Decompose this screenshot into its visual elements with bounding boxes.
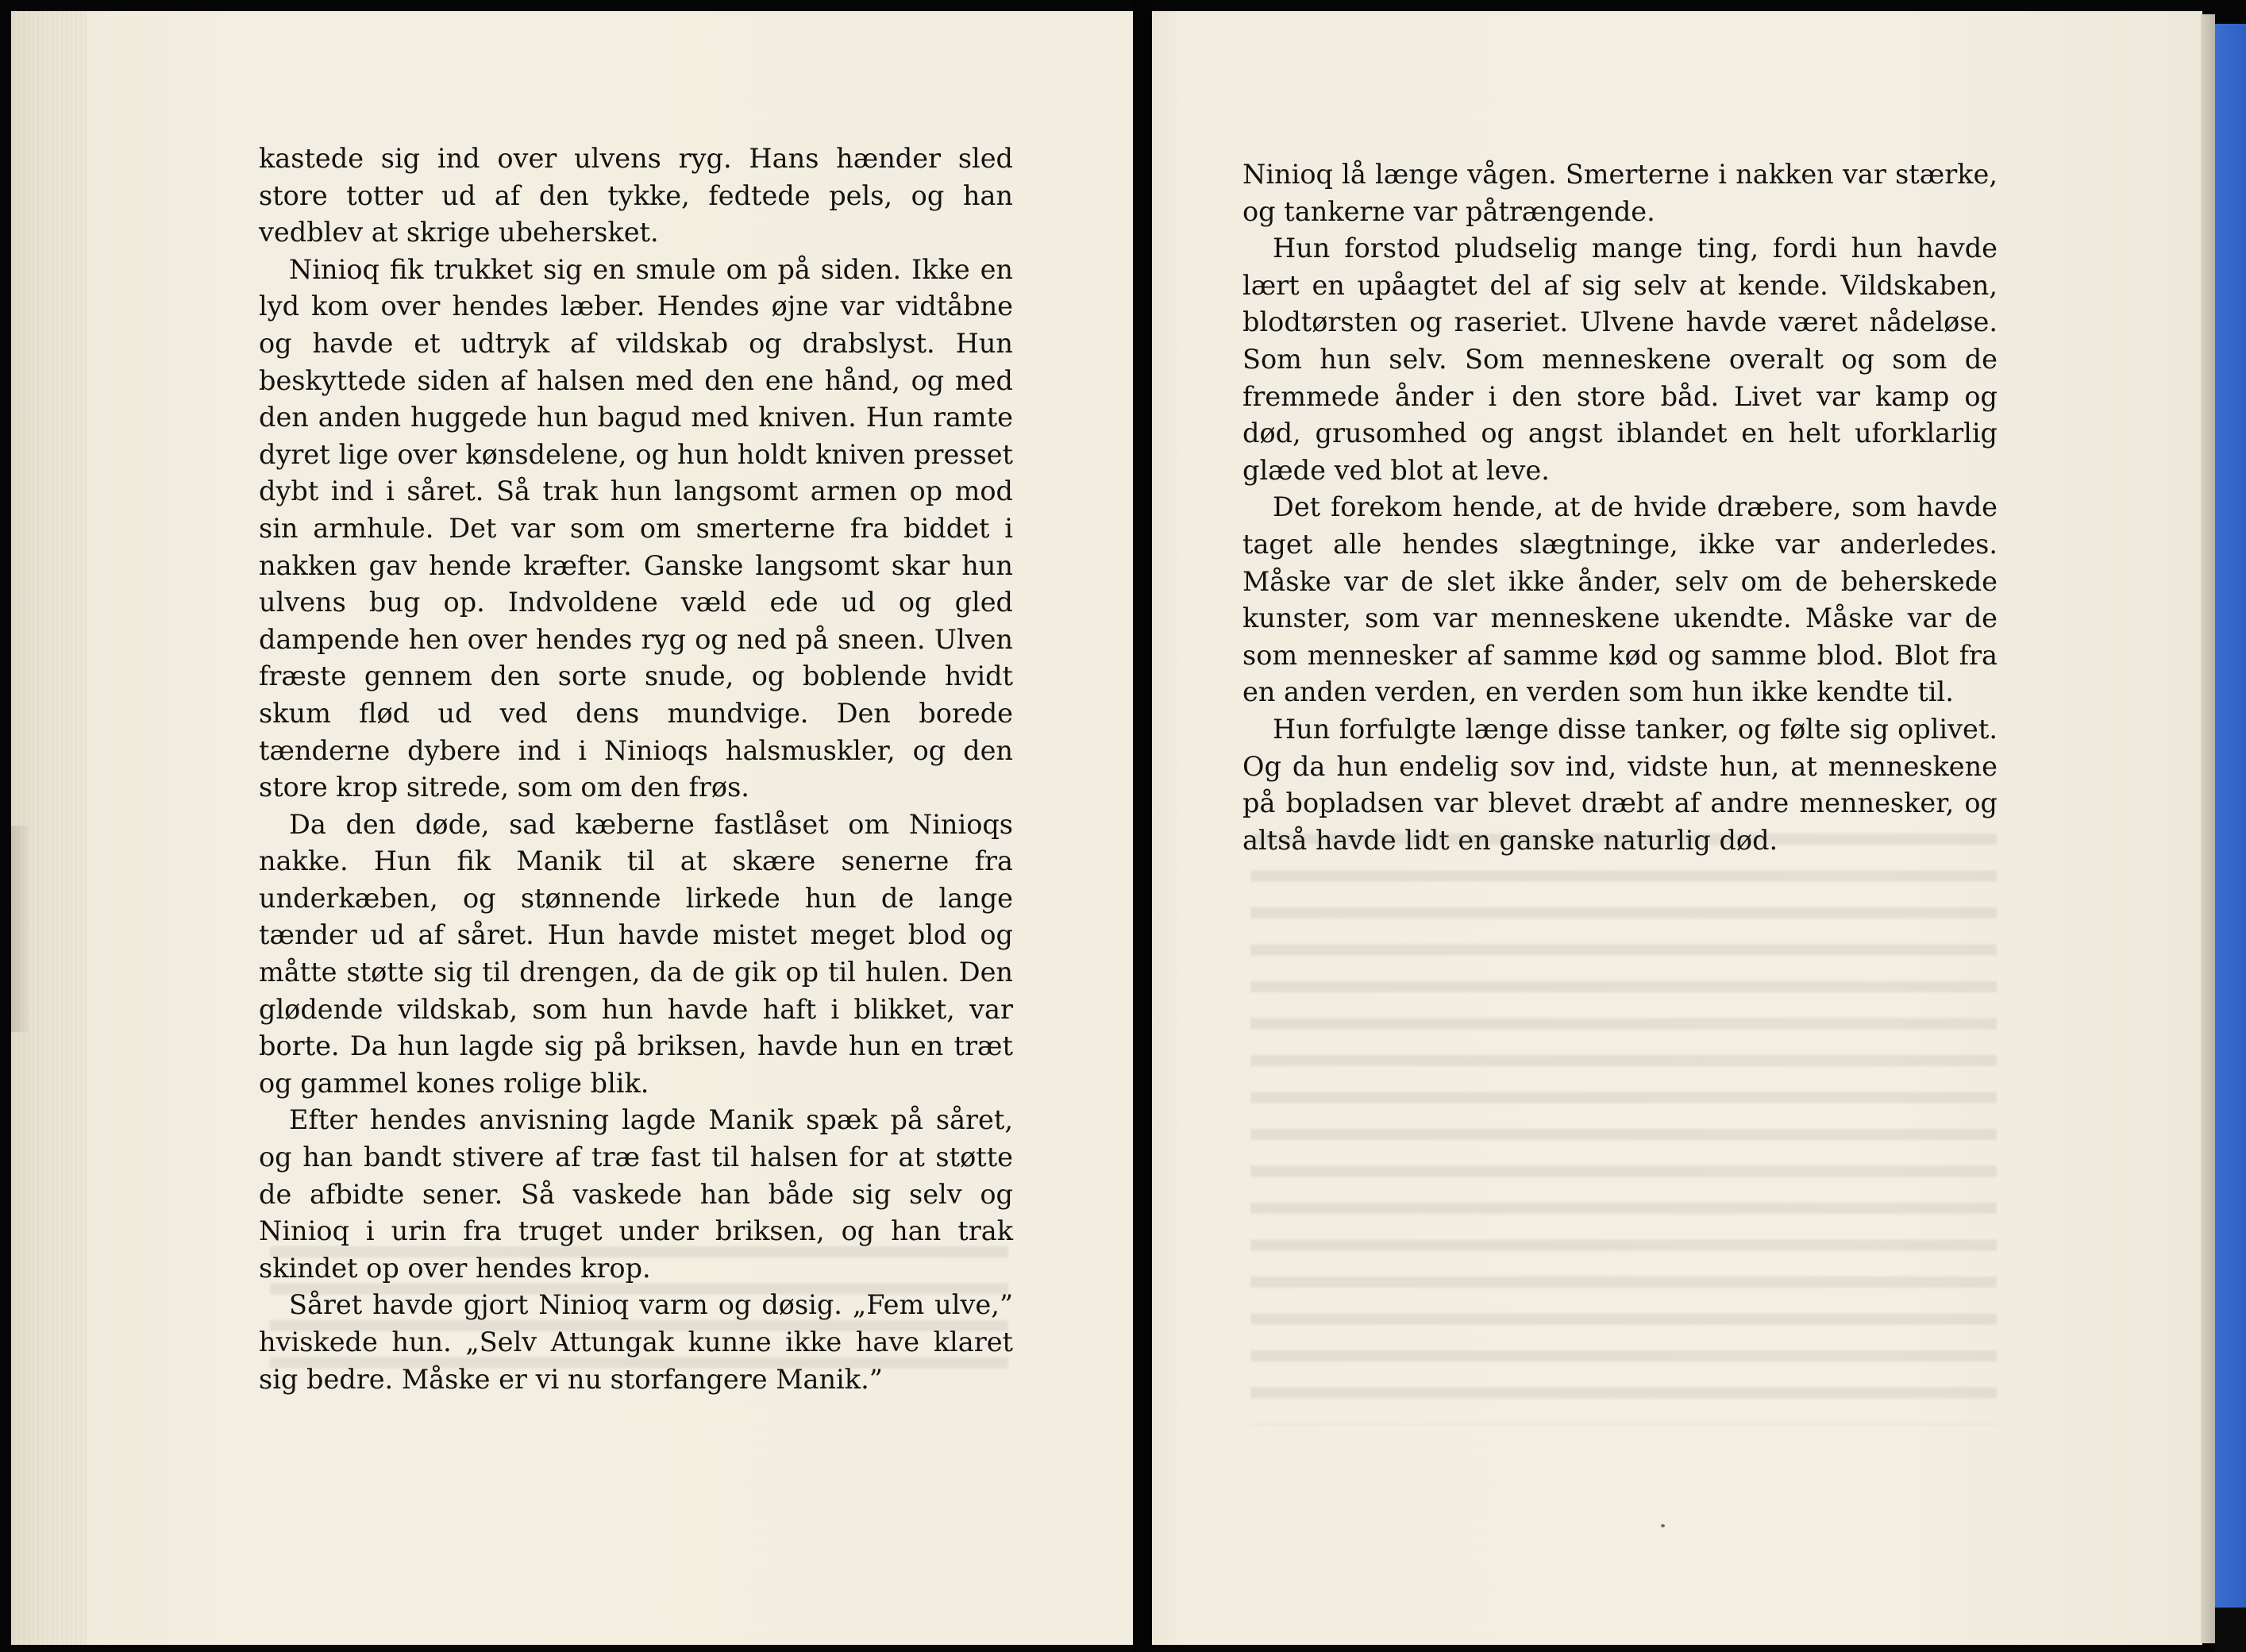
paragraph: Efter hendes anvisning lagde Manik spæk på såret, og han bandt stivere af træ fast til halsen for at støtte de afbidte sener. Så vaskede han både sig selv og Ninioq i urin fra truget under briksen, og han trak skindet op over hendes krop. [259, 1104, 1013, 1284]
left-page-text [259, 141, 1013, 1398]
paragraph: Såret havde gjort Ninioq varm og døsig. „Fem ulve,” hviskede hun. „Selv Attungak kunne ikke have klaret sig bedre. Måske er vi nu storfangere Manik.” [259, 1289, 1013, 1395]
book-cover-strip [2215, 24, 2246, 1608]
paragraph: Det forekom hende, at de hvide dræbere, som havde taget alle hendes slægtninge, ikke var anderledes. Måske var de slet ikke ånder, selv om de beherskede kunster, som var menneskene ukendte. Måske var de som mennesker af samme kød og samme blod. Blot fra en anden verden, en verden som hun ikke kendte til. [1242, 491, 1998, 708]
paragraph: Hun forstod pludselig mange ting, fordi hun havde lært en upåagtet del af sig selv at kende. Vildskaben, blodtørsten og raseriet. Ulvene havde været nådeløse. Som hun selv. Som menneskene overalt og som de fremmede ånder i den store båd. Livet var kamp og død, grusomhed og angst iblandet en helt uforklarlig glæde ved blot at leve. [1242, 233, 1998, 486]
cover-shadow [2215, 1608, 2246, 1652]
page-shadow [11, 826, 29, 1032]
paragraph: Ninioq fik trukket sig en smule om på siden. Ikke en lyd kom over hendes læber. Hendes øjne var vidtåbne og havde et udtryk af vildskab og drabslyst. Hun beskyttede siden af halsen med den ene hånd, og med den anden huggede hun bagud med kniven. Hun ramte dyret lige over kønsdelene, og hun holdt kniven presset dybt ind i såret. Så trak hun langsomt armen op mod sin armhule. Det var som om smerterne fra biddet i nakken gav hende kræfter. Ganske langsomt skar hun ulvens bug op. Indvoldene væld ede ud og gled dampende hen over hendes ryg og ned på sneen. Ulven fræste gennem den sorte snude, og boblende hvidt skum flød ud ved dens mundvige. Den borede tænderne dybere ind i Ninioqs halsmuskler, og den store krop sitrede, som om den frøs. [259, 253, 1013, 803]
paragraph: Ninioq lå længe vågen. Smerterne i nakken var stærke, og tankerne var påtrængende. [1242, 159, 1998, 227]
paragraph: Da den døde, sad kæberne fastlåset om Ninioqs nakke. Hun fik Manik til at skære senerne fra underkæben, og stønnende lirkede hun de lange tænder ud af såret. Hun havde mistet meget blod og måtte støtte sig til drengen, da de gik op til hulen. Den glødende vildskab, som hun havde haft i blikket, var borte. Da hun lagde sig på briksen, havde hun en træt og gammel kones rolige blik. [259, 808, 1013, 1099]
book-gutter [1133, 0, 1152, 1652]
paragraph: kastede sig ind over ulvens ryg. Hans hænder sled store totter ud af den tykke, fedtede pels, og han vedblev at skrige ubehersket. [259, 143, 1013, 248]
right-page-text [1242, 156, 1998, 859]
paragraph: Hun forfulgte længe disse tanker, og følte sig oplivet. Og da hun endelig sov ind, vidste hun, at menneskene på bopladsen var blevet dræbt af andre mennesker, og altså havde lidt en ganske naturlig død. [1242, 713, 1998, 856]
show-through-text [1250, 822, 1997, 1425]
right-page-edge [2201, 14, 2215, 1643]
paper-speck [1661, 1524, 1665, 1527]
